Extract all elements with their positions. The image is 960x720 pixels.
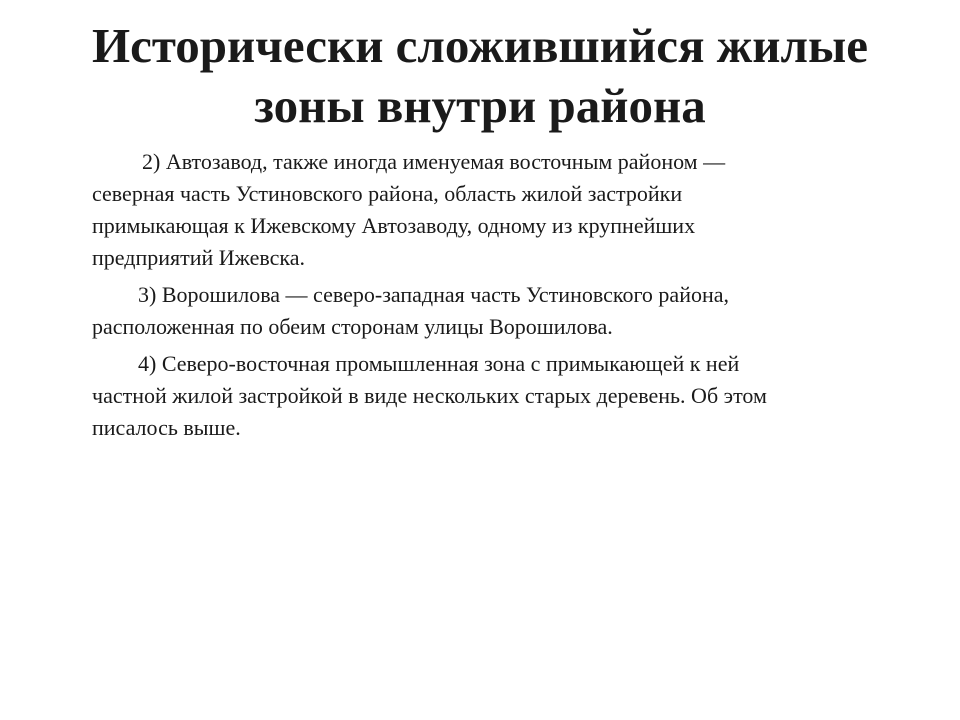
paragraph-line: писалось выше. xyxy=(92,415,241,440)
slide-title-line-1: Исторически сложившийся жилые xyxy=(91,18,869,73)
slide-title-line-2: зоны внутри района xyxy=(254,78,706,133)
paragraph-line: северная часть Устиновского района, область жилой застройки xyxy=(92,181,683,206)
paragraph-line: примыкающая к Ижевскому Автозаводу, одному из крупнейших xyxy=(92,213,696,238)
paragraph-line: 3) Ворошилова — северо-западная часть Устиновского района, xyxy=(138,282,730,307)
paragraph-line: предприятий Ижевска. xyxy=(92,245,305,270)
slide-title xyxy=(0,16,960,136)
paragraph-voroshilova xyxy=(46,279,876,343)
paragraph-industrial-zone xyxy=(46,348,876,444)
paragraph-line: 2) Автозавод, также иногда именуемая восточным районом — xyxy=(142,149,726,174)
paragraph-avtozavod xyxy=(46,146,876,274)
slide-body xyxy=(46,146,876,449)
paragraph-line: частной жилой застройкой в виде нескольких старых деревень. Об этом xyxy=(92,383,767,408)
paragraph-line: 4) Северо-восточная промышленная зона с примыкающей к ней xyxy=(138,351,740,376)
paragraph-line: расположенная по обеим сторонам улицы Ворошилова. xyxy=(92,314,613,339)
